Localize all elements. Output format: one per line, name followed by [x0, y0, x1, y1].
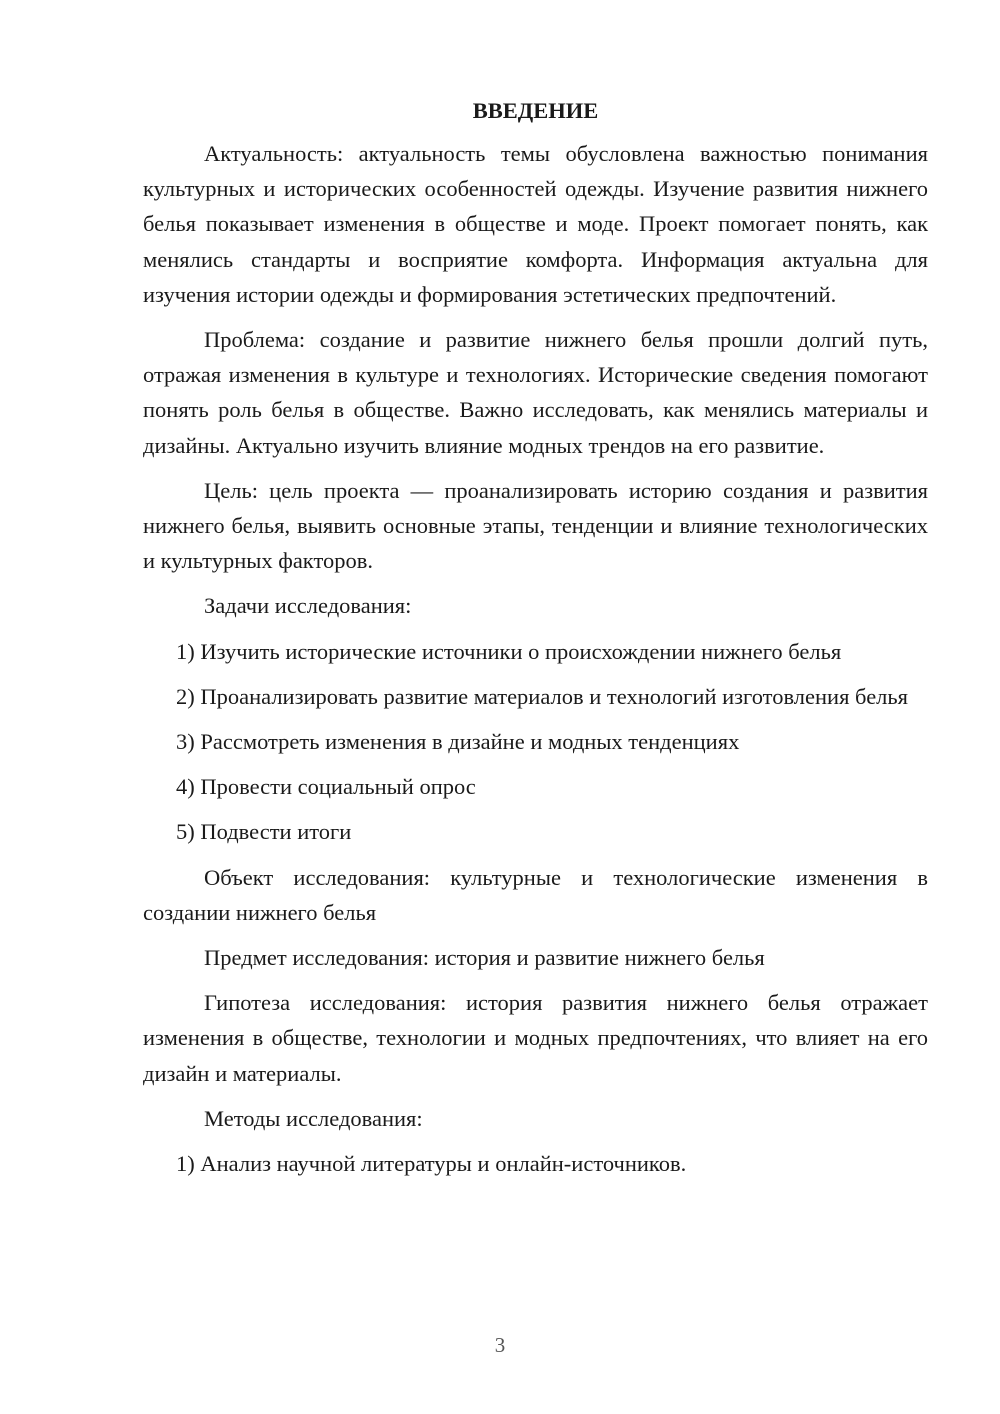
paragraph-subject: Предмет исследования: история и развитие нижнего белья [204, 945, 765, 971]
task-item-4: 4) Провести социальный опрос [176, 774, 476, 800]
paragraph-goal: Цель: цель проекта — проанализировать историю создания и развития нижнего белья, выявить основные этапы, тенденции и влияние технологических и культурных факторов. [143, 477, 928, 574]
paragraph-relevance: Актуальность: актуальность темы обусловлена важностью понимания культурных и исторических особенностей одежды. Изучение развития нижнего белья показывает изменения в обществе и моде. Проект помогает понять, как менялись стандарты и восприятие комфорта. Информация актуальна для изучения истории одежды и формирования эстетических предпочтений. [143, 141, 928, 307]
paragraph-object: Объект исследования: культурные и технологические изменения в создании нижнего белья [143, 864, 928, 925]
document-page [143, 96, 928, 1191]
paragraph-hypothesis: Гипотеза исследования: история развития нижнего белья отражает изменения в обществе, технологии и модных предпочтениях, что влияет на его дизайн и материалы. [143, 990, 928, 1086]
page-title: ВВЕДЕНИЕ [472, 98, 599, 123]
tasks-heading: Задачи исследования: [204, 593, 412, 619]
task-item-3: 3) Рассмотреть изменения в дизайне и модных тенденциях [176, 729, 740, 755]
methods-heading: Методы исследования: [204, 1105, 423, 1131]
method-item-1: 1) Анализ научной литературы и онлайн-источников. [176, 1151, 687, 1177]
task-item-5: 5) Подвести итоги [176, 819, 352, 845]
paragraph-problem: Проблема: создание и развитие нижнего белья прошли долгий путь, отражая изменения в культуре и технологиях. Исторические сведения помогают понять роль белья в обществе. Важно исследовать, как менялись материалы и дизайны. Актуально изучить влияние модных трендов на его развитие. [143, 327, 928, 458]
task-item-1: 1) Изучить исторические источники о происхождении нижнего белья [176, 638, 842, 664]
page-number: 3 [494, 1333, 506, 1357]
task-item-2: 2) Проанализировать развитие материалов и технологий изготовления белья [176, 683, 909, 709]
